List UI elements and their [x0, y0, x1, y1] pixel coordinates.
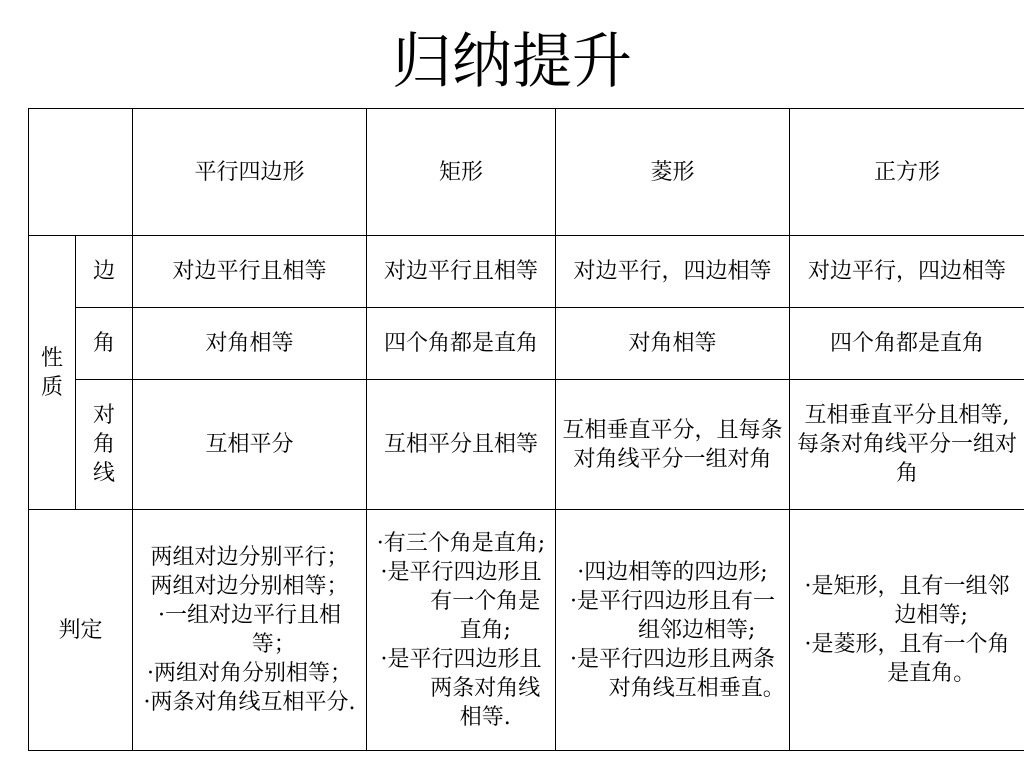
cell-square-diagonals: 互相垂直平分且相等,每条对角线平分一组对角 [790, 380, 1024, 510]
cell-square-sides: 对边平行，四边相等 [790, 236, 1024, 308]
list-item: 两组对边分别相等； [150, 574, 349, 599]
list-item: ·是平行四边形且有一个角是直角; [380, 559, 542, 643]
cell-parallelogram-angles: 对角相等 [133, 308, 367, 380]
header-rectangle: 矩形 [367, 109, 556, 236]
quadrilateral-summary-table [28, 108, 1024, 751]
list-item: ·两组对角分别相等； [147, 661, 352, 686]
judgement-square [790, 510, 1024, 751]
judgement-rectangle-list [371, 529, 551, 732]
cell-rhombus-sides: 对边平行，四边相等 [556, 236, 790, 308]
judgement-parallelogram-list [137, 543, 362, 717]
judgement-rhombus-list [560, 558, 785, 703]
list-item: ·是平行四边形且两条对角线相等. [380, 646, 542, 730]
cell-rectangle-angles: 四个角都是直角 [367, 308, 556, 380]
header-square: 正方形 [790, 109, 1024, 236]
row-judgement [29, 510, 1024, 751]
cell-square-angles: 四个角都是直角 [790, 308, 1024, 380]
header-rhombus: 菱形 [556, 109, 790, 236]
page-title: 归纳提升 [392, 27, 632, 97]
cell-rhombus-angles: 对角相等 [556, 308, 790, 380]
judgement-label: 判定 [29, 510, 133, 751]
judgement-parallelogram [133, 510, 367, 751]
row-label-diagonals [76, 380, 133, 510]
row-diagonals [29, 380, 1024, 510]
list-item: ·是平行四边形且两条对角线互相垂直。 [570, 646, 785, 701]
corner-cell [29, 109, 133, 236]
header-parallelogram: 平行四边形 [133, 109, 367, 236]
properties-group-text: 性质 [41, 345, 64, 400]
cell-rhombus-diagonals: 互相垂直平分，且每条对角线平分一组对角 [556, 380, 790, 510]
list-item: ·有三个角是直角; [376, 530, 546, 556]
row-label-angles: 角 [76, 308, 133, 380]
row-label-sides: 边 [76, 236, 133, 308]
cell-rectangle-diagonals: 互相平分且相等 [367, 380, 556, 510]
judgement-square-list [794, 572, 1020, 688]
list-item: ·是矩形，且有一组邻边相等; [804, 574, 1010, 628]
properties-group-label [29, 236, 76, 510]
list-item: ·一组对边平行且相等； [158, 603, 341, 657]
list-item: ·两条对角线互相平分. [143, 690, 356, 715]
row-angles [29, 308, 1024, 380]
row-label-diagonals-text: 对角线 [93, 403, 116, 486]
cell-parallelogram-diagonals: 互相平分 [133, 380, 367, 510]
list-item: ·四边相等的四边形; [577, 559, 768, 585]
row-sides [29, 236, 1024, 308]
judgement-rhombus [556, 510, 790, 751]
judgement-rectangle [367, 510, 556, 751]
header-row [29, 109, 1024, 236]
list-item: 两组对边分别平行； [150, 545, 349, 570]
cell-parallelogram-sides: 对边平行且相等 [133, 236, 367, 308]
list-item: ·是菱形，且有一个角是直角。 [804, 632, 1010, 686]
cell-rectangle-sides: 对边平行且相等 [367, 236, 556, 308]
list-item: ·是平行四边形且有一组邻边相等; [570, 588, 775, 643]
